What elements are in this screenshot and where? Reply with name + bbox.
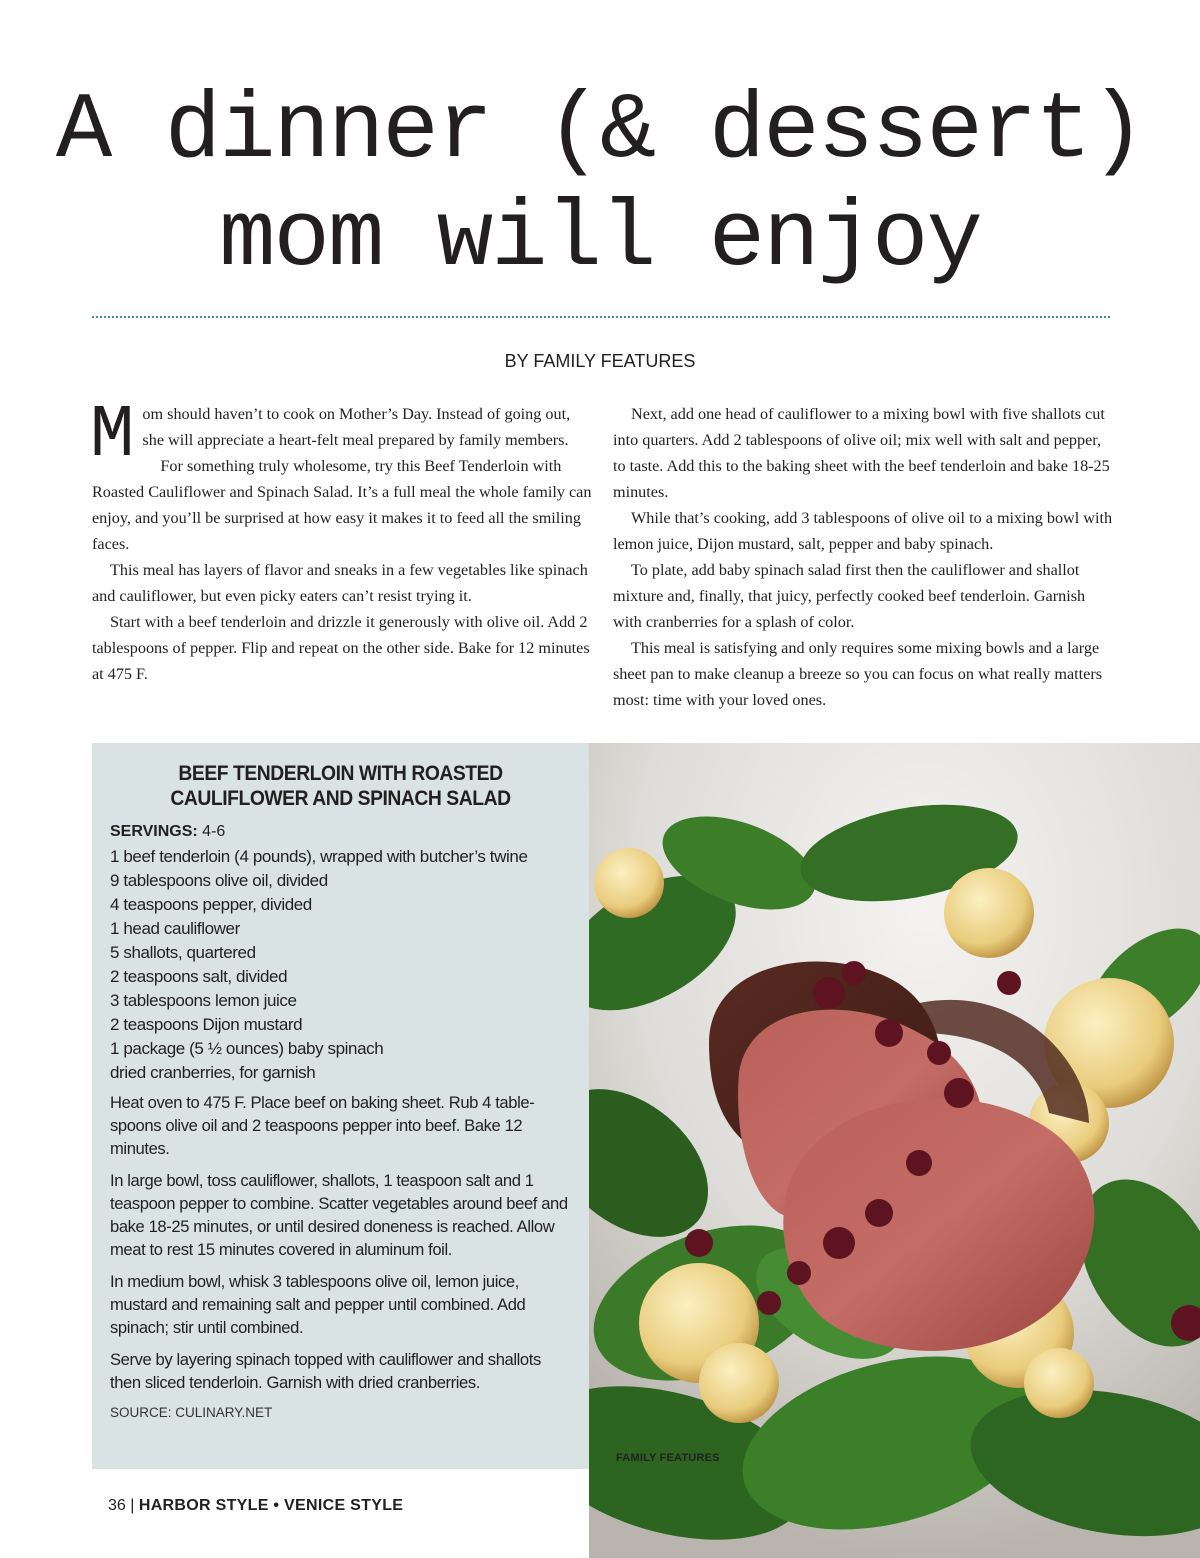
article-paragraph: Mom should haven’t to cook on Mother’s Day. Instead of going out, she will appreciate a heart-felt meal prepared by family members.: [90, 394, 571, 478]
byline: BY FAMILY FEATURES: [504, 351, 696, 371]
article-paragraph: While that’s cooking, add 3 tablespoons of olive oil to a mixing bowl with lemon juice, Dijon mustard, salt, pepper and baby spinach.: [613, 509, 1113, 553]
servings: [110, 821, 571, 843]
food-photo-illustration: [589, 743, 1200, 1558]
article-paragraph: Next, add one head of cauliflower to a mixing bowl with five shallots cut into quarters. Add 2 tablespoons of olive oil; mix well with salt and pepper, to taste. Add this to the baking sheet with the beef tenderloin and bake 18-25 minutes.: [613, 405, 1110, 501]
ingredient-item: dried cranberries, for garnish: [110, 1063, 316, 1082]
headline-line-2: mom will enjoy: [219, 187, 981, 293]
ingredient-item: 1 beef tenderloin (4 pounds), wrapped with butcher’s twine: [110, 847, 528, 866]
article-paragraph: To plate, add baby spinach salad first then the cauliflower and shallot mixture and, finally, that juicy, perfectly cooked beef tenderloin. Garnish with cranberries for a splash of color.: [613, 561, 1086, 631]
ingredient-item: 5 shallots, quartered: [110, 943, 256, 962]
recipe-step: Serve by layering spinach topped with cauliflower and shallots then sliced tenderloin. Garnish with dried cranberries.: [110, 1350, 541, 1392]
recipe-title-line-1: BEEF TENDERLOIN WITH ROASTED: [178, 762, 503, 785]
ingredient-item: 9 tablespoons olive oil, divided: [110, 871, 328, 890]
ingredient-list: [110, 845, 571, 1085]
food-photo: [589, 743, 1200, 1558]
article-column-right: [613, 401, 1113, 713]
footer-separator: |: [125, 1497, 139, 1514]
article-paragraph: This meal has layers of flavor and sneaks in a few vegetables like spinach and cauliflower, but even picky eaters can’t resist trying it.: [92, 561, 588, 605]
article-paragraph: Start with a beef tenderloin and drizzle it generously with olive oil. Add 2 tablespoons of pepper. Flip and repeat on the other side. Bake for 12 minutes at 475 F.: [92, 613, 590, 683]
drop-cap: M: [90, 394, 135, 478]
ingredient-item: 4 teaspoons pepper, divided: [110, 895, 312, 914]
recipe-box: [92, 743, 589, 1469]
page-footer: [108, 1497, 403, 1515]
photo-credit: FAMILY FEATURES: [616, 1452, 720, 1464]
ingredient-item: 1 package (5 ½ ounces) baby spinach: [110, 1039, 384, 1058]
recipe-title-line-2: CAULIFLOWER AND SPINACH SALAD: [170, 787, 511, 810]
publication-name: HARBOR STYLE • VENICE STYLE: [138, 1497, 404, 1514]
article-column-left: [90, 394, 592, 687]
headline: [40, 78, 1160, 294]
recipe-step: In medium bowl, whisk 3 tablespoons olive oil, lemon juice, mustard and remaining salt and pepper until combined. Add spinach; stir until combined.: [110, 1272, 526, 1337]
ingredient-item: 2 teaspoons Dijon mustard: [110, 1015, 303, 1034]
servings-value: 4-6: [197, 823, 226, 840]
recipe-step: In large bowl, toss cauliflower, shallots, 1 teaspoon salt and 1 teaspoon pepper to combine. Scatter vegetables around beef and bake 18-25 minutes, or until desired doneness is reached. Allow meat to rest 15 minutes covered in aluminum foil.: [110, 1171, 568, 1259]
recipe-title: [128, 761, 552, 811]
ingredient-item: 3 tablespoons lemon juice: [110, 991, 297, 1010]
article-paragraph: For something truly wholesome, try this Beef Tenderloin with Roasted Cauliflower and Spinach Salad. It’s a full meal the whole family can enjoy, and you’ll be surprised at how easy it makes it to feed all the smiling faces.: [92, 457, 592, 553]
servings-label: SERVINGS:: [110, 823, 198, 840]
ingredient-item: 2 teaspoons salt, divided: [110, 967, 288, 986]
recipe-source: SOURCE: CULINARY.NET: [110, 1405, 273, 1420]
article-paragraph: This meal is satisfying and only requires some mixing bowls and a large sheet pan to make cleanup a breeze so you can focus on what really matters most: time with your loved ones.: [613, 639, 1103, 709]
headline-line-1: A dinner (& dessert): [55, 79, 1145, 185]
dotted-divider: [92, 316, 1110, 318]
page-number: 36: [108, 1497, 126, 1514]
recipe-step: Heat oven to 475 F. Place beef on baking sheet. Rub 4 table-spoons olive oil and 2 teaspoons pepper into beef. Bake 12 minutes.: [110, 1093, 535, 1158]
ingredient-item: 1 head cauliflower: [110, 919, 240, 938]
